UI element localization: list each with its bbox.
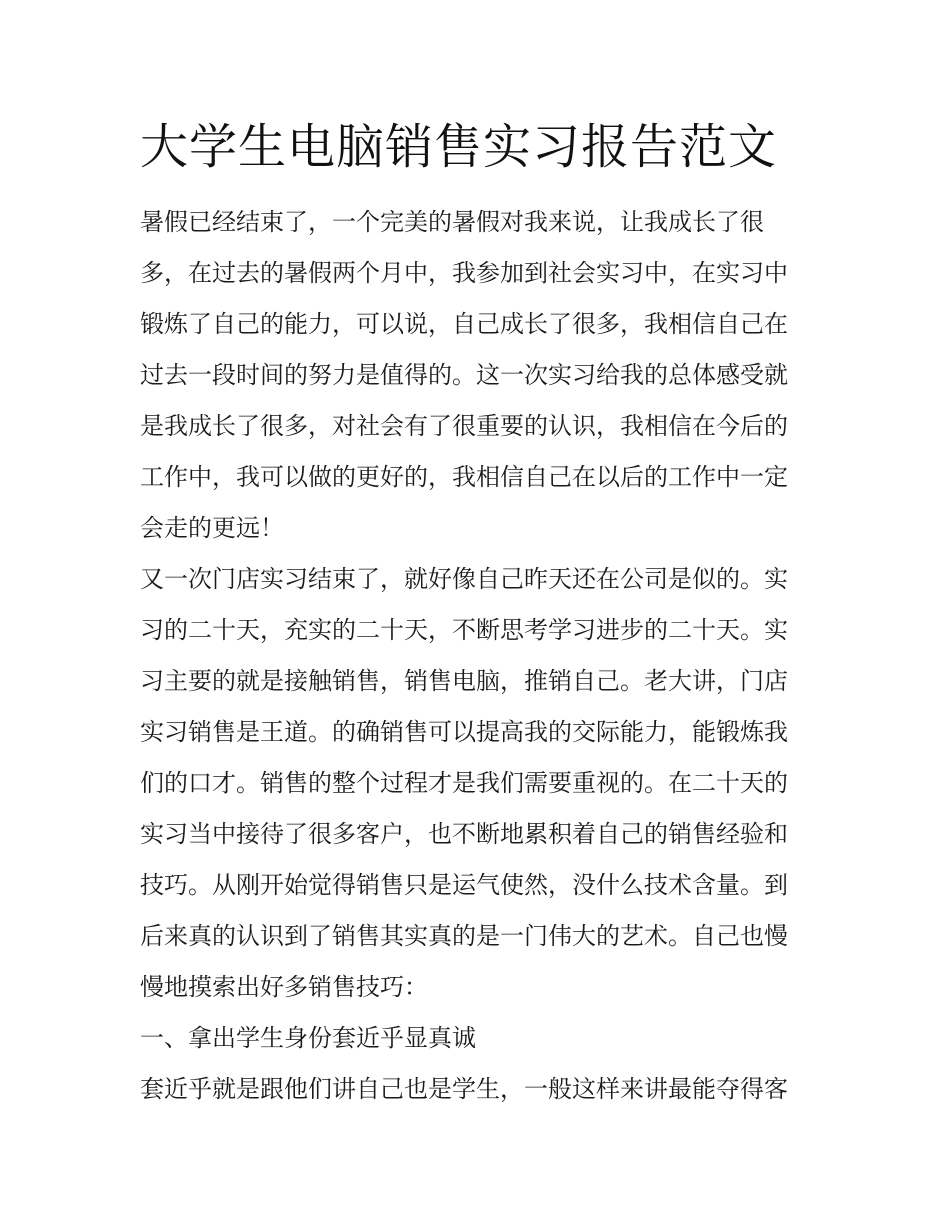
text-line: 实习销售是王道。的确销售可以提高我的交际能力，能锻炼我 bbox=[140, 718, 788, 746]
text-line: 又一次门店实习结束了，就好像自己昨天还在公司是似的。实 bbox=[140, 565, 788, 593]
text-line: 习主要的就是接触销售，销售电脑，推销自己。老大讲，门店 bbox=[140, 667, 788, 695]
text-line: 技巧。从刚开始觉得销售只是运气使然，没什么技术含量。到 bbox=[140, 871, 788, 899]
text-line: 工作中，我可以做的更好的，我相信自己在以后的工作中一定 bbox=[140, 463, 788, 491]
text-line: 套近乎就是跟他们讲自己也是学生，一般这样来讲最能夺得客 bbox=[140, 1075, 788, 1103]
text-line: 们的口才。销售的整个过程才是我们需要重视的。在二十天的 bbox=[140, 769, 788, 797]
text-line: 是我成长了很多，对社会有了很重要的认识，我相信在今后的 bbox=[140, 412, 788, 440]
text-line: 习的二十天，充实的二十天，不断思考学习进步的二十天。实 bbox=[140, 616, 788, 644]
text-line: 锻炼了自己的能力，可以说，自己成长了很多，我相信自己在 bbox=[140, 310, 788, 338]
section-heading: 一、拿出学生身份套近乎显真诚 bbox=[140, 1024, 476, 1052]
text-line: 慢地摸索出好多销售技巧： bbox=[140, 973, 428, 1001]
text-line: 过去一段时间的努力是值得的。这一次实习给我的总体感受就 bbox=[140, 361, 788, 389]
text-line: 多，在过去的暑假两个月中，我参加到社会实习中，在实习中 bbox=[140, 259, 788, 287]
text-line: 暑假已经结束了，一个完美的暑假对我来说，让我成长了很 bbox=[140, 208, 764, 236]
text-line: 会走的更远！ bbox=[140, 514, 284, 542]
document-title: 大学生电脑销售实习报告范文 bbox=[140, 119, 778, 175]
text-line: 实习当中接待了很多客户，也不断地累积着自己的销售经验和 bbox=[140, 820, 788, 848]
text-line: 后来真的认识到了销售其实真的是一门伟大的艺术。自己也慢 bbox=[140, 922, 788, 950]
